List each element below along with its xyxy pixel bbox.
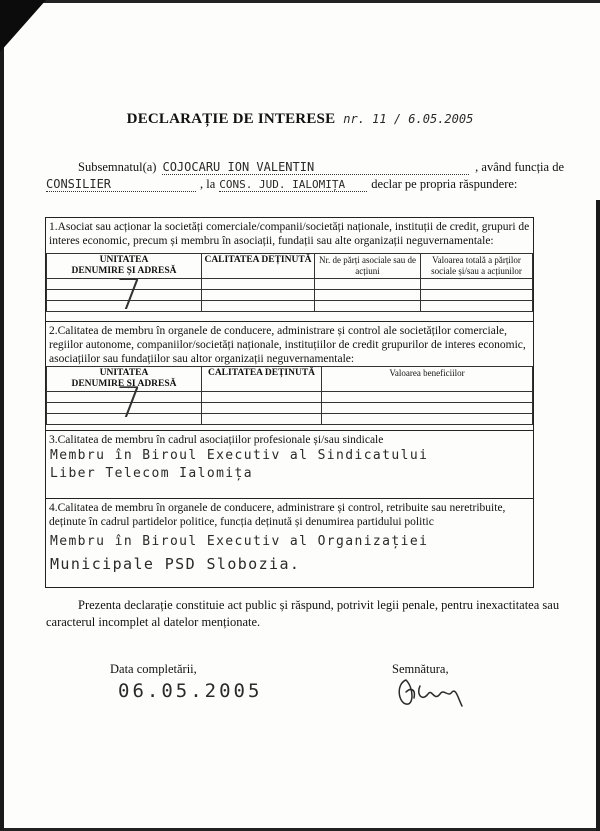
completion-date: 06.05.2005 — [118, 680, 263, 702]
s2-col-unit: UNITATEA DENUMIRE ȘI ADRESĂ — [47, 367, 202, 392]
function-prefix: , având funcția de — [475, 160, 564, 174]
signature-image — [392, 672, 472, 712]
section-4-text: 4.Calitatea de membru în organele de conducere, administrare și control, retribuite sau neretribuite, deținute în cadrul partidelor politice, funcția deținută și denumirea partidului politic — [49, 502, 506, 528]
s2-cell — [322, 392, 533, 403]
s1-cell — [315, 301, 421, 312]
s2-cell — [322, 403, 533, 414]
identity-line-2 — [46, 177, 564, 192]
s2-cell — [322, 414, 533, 425]
section-3 — [45, 430, 534, 499]
section-3-text: 3.Calitatea de membru în cadrul asociațiilor profesionale și/sau sindicale — [49, 434, 384, 446]
declaration-suffix: declar pe propria răspundere: — [371, 177, 518, 191]
s4-handwritten-line-1: Membru în Biroul Executiv al Organizației — [50, 534, 429, 549]
document-header — [0, 110, 600, 128]
registration-number: nr. 11 / 6.05.2005 — [343, 112, 474, 126]
s3-handwritten-line-1: Membru în Biroul Executiv al Sindicatului — [50, 448, 429, 463]
section-1 — [45, 217, 534, 322]
scan-edge-top — [0, 0, 600, 3]
s1-cell — [315, 279, 421, 290]
s1-cell — [202, 290, 315, 301]
s1-cell — [421, 290, 533, 301]
s1-cell — [421, 279, 533, 290]
section-4 — [45, 498, 534, 588]
s4-handwritten-line-2: Municipale PSD Slobozia. — [50, 555, 301, 573]
s3-handwritten-line-2: Liber Telecom Ialomița — [50, 466, 253, 481]
section-2 — [45, 321, 534, 431]
date-label: Data completării, — [110, 662, 197, 676]
s2-cell — [202, 414, 322, 425]
s2-col-benefits: Valoarea beneficiilor — [322, 367, 533, 392]
s2-empty-mark: 7 — [116, 378, 143, 427]
s1-col-value: Valoarea totală a părților sociale și/sau a acțiunilor — [421, 254, 533, 279]
s2-cell — [202, 403, 322, 414]
s1-cell — [202, 279, 315, 290]
identity-line-1 — [78, 160, 564, 175]
declarant-name: COJOCARU ION VALENTIN — [162, 160, 469, 175]
document-title: DECLARAȚIE DE INTERESE — [126, 111, 336, 127]
s1-col-quality: CALITATEA DEȚINUTĂ — [202, 254, 315, 279]
institution-prefix: , la — [200, 177, 216, 191]
scan-corner-shadow — [0, 0, 46, 52]
s1-empty-mark: 7 — [116, 270, 143, 319]
s1-cell — [315, 290, 421, 301]
section-2-text: 2.Calitatea de membru în organele de conducere, administrare și control ale societăților comerciale, regiilor autonome, companiilor/societăți naționale, instituțiilor de credit grupurilor de interes economic, asociațiilor sau fundațiilor sau altor organizații neguvernamentale: — [49, 325, 526, 365]
s1-cell — [421, 301, 533, 312]
s1-cell — [202, 301, 315, 312]
s2-cell — [202, 392, 322, 403]
legal-statement: Prezenta declarație constituie act public și răspund, potrivit legii penale, pentru inexactitatea sau caracterul incomplet al datelor menționate. — [46, 598, 560, 629]
section-1-text: 1.Asociat sau acționar la societăți comerciale/companii/societăți naționale, instituții de credit, grupuri de interes economic, precum și membru în asociații, fundații sau alte organizații neguvernamentale: — [49, 221, 530, 247]
signature-label: Semnătura, — [392, 662, 449, 676]
s1-col-unit: UNITATEA DENUMIRE ȘI ADRESĂ — [47, 254, 202, 279]
declarant-institution: CONS. JUD. IALOMIȚA — [219, 178, 367, 192]
s1-col-shares: Nr. de părți asociale sau de acțiuni — [315, 254, 421, 279]
scan-edge-right — [596, 200, 600, 831]
declarant-function: CONSILIER — [46, 177, 196, 192]
name-prefix: Subsemnatul(a) — [78, 160, 157, 174]
s2-col-quality: CALITATEA DEȚINUTĂ — [202, 367, 322, 392]
scan-edge-left — [0, 40, 4, 830]
